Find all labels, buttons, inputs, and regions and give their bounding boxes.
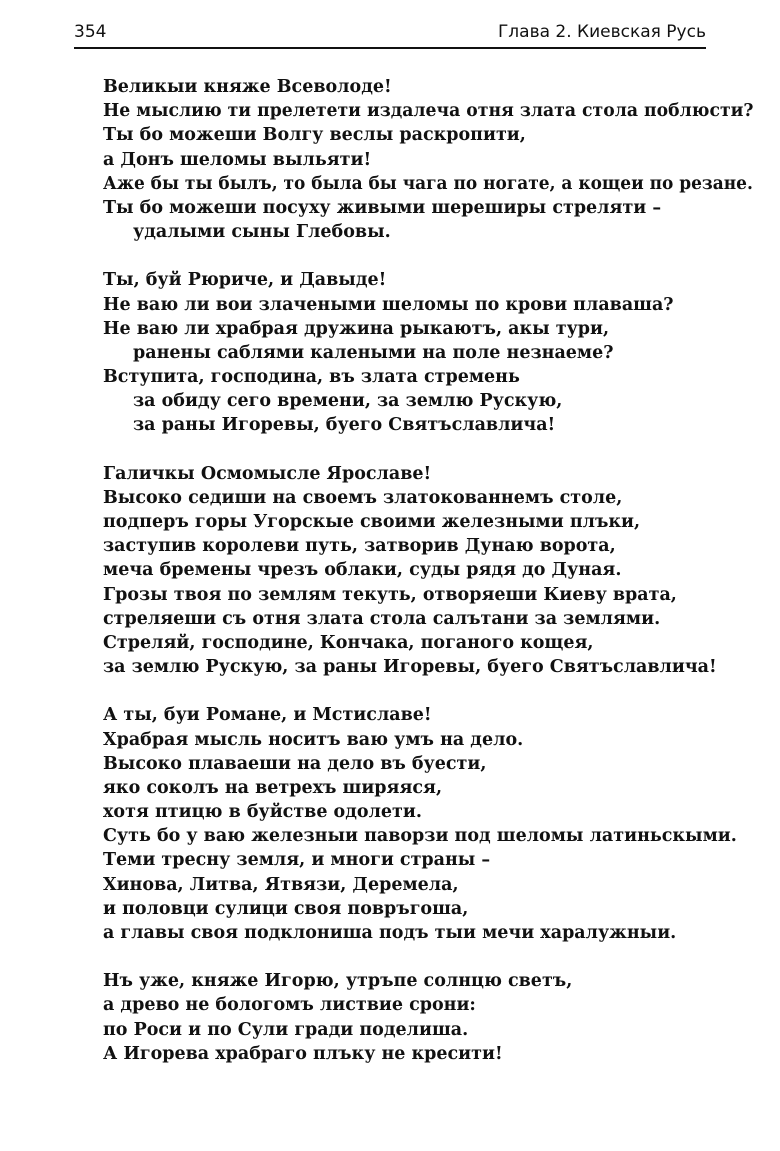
verse-line: Аже бы ты былъ, то была бы чага по ногате, а кощеи по резане. [103, 173, 753, 194]
verse-line: Ты, буй Рюриче, и Давыде! [103, 270, 387, 291]
verse-line: Хинова, Литва, Ятвязи, Деремела, [103, 874, 459, 895]
verse-line: Суть бо у ваю железныи паворзи под шеломы латиньскыми. [103, 826, 737, 847]
verse-line: Не ваю ли вои злачеными шеломы по крови плаваша? [103, 294, 674, 315]
verse-line: и половци сулици своя повръгоша, [103, 898, 469, 919]
verse-line: подперъ горы Угорскые своими железными плъки, [103, 512, 641, 532]
verse-line: хотя птицю в буйстве одолети. [103, 802, 422, 823]
verse-line: Ты бо можеши посуху живыми шереширы стреляти – [103, 197, 662, 218]
verse-line: за раны Игоревы, буего Святъславлича! [133, 415, 556, 436]
verse-line: Ты бо можеши Волгу веслы раскропити, [103, 125, 526, 146]
stanza-vsevolod [103, 75, 754, 244]
verse-line: ранены саблями калеными на поле незнаеме? [133, 342, 614, 363]
verse-line: Храбрая мысль носитъ ваю умъ на дело. [103, 729, 524, 750]
chapter-title: Глава 2. Киевская Русь [497, 22, 706, 42]
stanza-rurik-david [103, 268, 723, 437]
verse-line: Стреляй, господине, Кончака, поганого кощея, [103, 632, 594, 653]
verse-line: А ты, буи Романе, и Мстиславе! [103, 705, 432, 726]
header-rule [74, 47, 706, 49]
verse-line: Галичкы Осмомысле Ярославе! [103, 463, 432, 484]
verse-line: за обиду сего времени, за землю Рускую, [133, 391, 563, 412]
verse-line: меча бремены чрезъ облаки, суды рядя до Дуная. [103, 560, 622, 581]
verse-line: Нъ уже, княже Игорю, утръпе солнцю светъ, [103, 971, 573, 992]
verse-line: Не мыслию ти прелетети издалеча отня злата стола поблюсти? [103, 101, 754, 122]
stanza-igor [103, 969, 723, 1066]
verse-line: Вступита, господина, въ злата стремень [103, 367, 520, 388]
page-number: 354 [74, 22, 107, 42]
stanza-roman-mstislav [103, 703, 737, 945]
verse-line: Грозы твоя по землям текуть, отворяеши Киеву врата, [103, 584, 677, 605]
verse-line: Великыи княже Всеволоде! [103, 77, 392, 97]
verse-line: Высоко седиши на своемъ златокованнемъ столе, [103, 487, 623, 508]
poem-text [103, 75, 754, 1090]
verse-line: Теми тресну земля, и многи страны – [103, 850, 491, 871]
verse-line: яко соколъ на ветрехъ ширяяся, [103, 777, 443, 798]
verse-line: заступив королеви путь, затворив Дунаю ворота, [103, 536, 616, 557]
verse-line: стреляеши съ отня злата стола салътани за землями. [103, 608, 661, 629]
verse-line: а главы своя подклониша подъ тыи мечи харалужныи. [103, 923, 677, 943]
stanza-yaroslav [103, 462, 723, 680]
verse-line: за землю Рускую, за раны Игоревы, буего Святъславлича! [103, 657, 717, 678]
verse-line: по Роси и по Сули гради поделиша. [103, 1019, 469, 1040]
verse-line: а древо не бологомъ листвие срони: [103, 995, 476, 1016]
running-header [74, 22, 706, 52]
verse-line: А Игорева храбраго плъку не кресити! [103, 1043, 503, 1064]
verse-line: удалыми сыны Глебовы. [133, 222, 391, 243]
verse-line: а Донъ шеломы выльяти! [103, 149, 372, 170]
verse-line: Не ваю ли храбрая дружина рыкаютъ, акы тури, [103, 318, 610, 339]
verse-line: Высоко плаваеши на дело въ буести, [103, 753, 487, 774]
